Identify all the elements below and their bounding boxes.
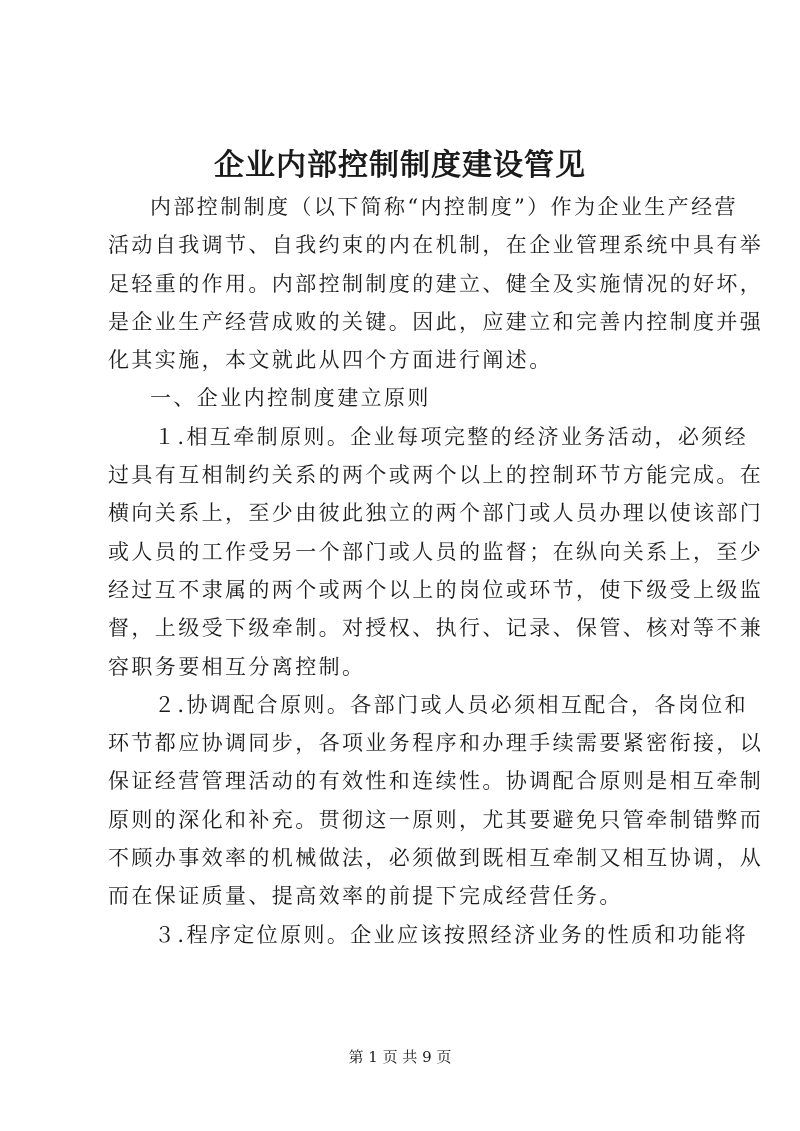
paragraph-line: 原则的深化和补充。贯彻这一原则，尤其要避免只管牵制错弊而 [108,807,764,832]
paragraph-line: 活动自我调节、自我约束的内在机制，在企业管理系统中具有举 [108,233,764,258]
paragraph-line: 不顾办事效率的机械做法，必须做到既相互牵制又相互协调，从 [108,846,764,871]
paragraph-line: 经过互不隶属的两个或两个以上的岗位或环节，使下级受上级监 [108,577,764,602]
body-text [108,188,764,954]
paragraph-line: 内部控制制度（以下简称“内控制度”）作为企业生产经营 [150,195,738,219]
paragraph-line: 环节都应协调同步，各项业务程序和办理手续需要紧密衔接，以 [108,731,764,756]
paragraph-line: 而在保证质量、提高效率的前提下完成经营任务。 [108,884,623,909]
section-heading: 一、企业内控制度建立原则 [150,386,431,411]
paragraph-line: 横向关系上，至少由彼此独立的两个部门或人员办理以使该部门 [108,501,764,526]
paragraph-line: 或人员的工作受另一个部门或人员的监督；在纵向关系上，至少 [108,539,764,564]
paragraph-line: 足轻重的作用。内部控制制度的建立、健全及实施情况的好坏， [108,271,764,296]
paragraph-line: １.相互牵制原则。企业每项完整的经济业务活动，必须经 [154,424,749,449]
page-title: 企业内部控制制度建设管见 [214,148,586,183]
paragraph-line: ３.程序定位原则。企业应该按照经济业务的性质和功能将 [154,922,749,947]
paragraph-line: 保证经营管理活动的有效性和连续性。协调配合原则是相互牵制 [108,769,764,794]
paragraph-line: 容职务要相互分离控制。 [108,654,366,679]
paragraph-line: 是企业生产经营成败的关键。因此，应建立和完善内控制度并强 [108,309,764,334]
paragraph-line: 过具有互相制约关系的两个或两个以上的控制环节方能完成。在 [108,463,764,488]
page-footer: 第 1 页 共 9 页 [348,1048,452,1066]
paragraph-line: ２.协调配合原则。各部门或人员必须相互配合，各岗位和 [154,692,749,717]
paragraph-line: 督，上级受下级牵制。对授权、执行、记录、保管、核对等不兼 [108,616,764,641]
paragraph-line: 化其实施，本文就此从四个方面进行阐述。 [108,348,553,373]
